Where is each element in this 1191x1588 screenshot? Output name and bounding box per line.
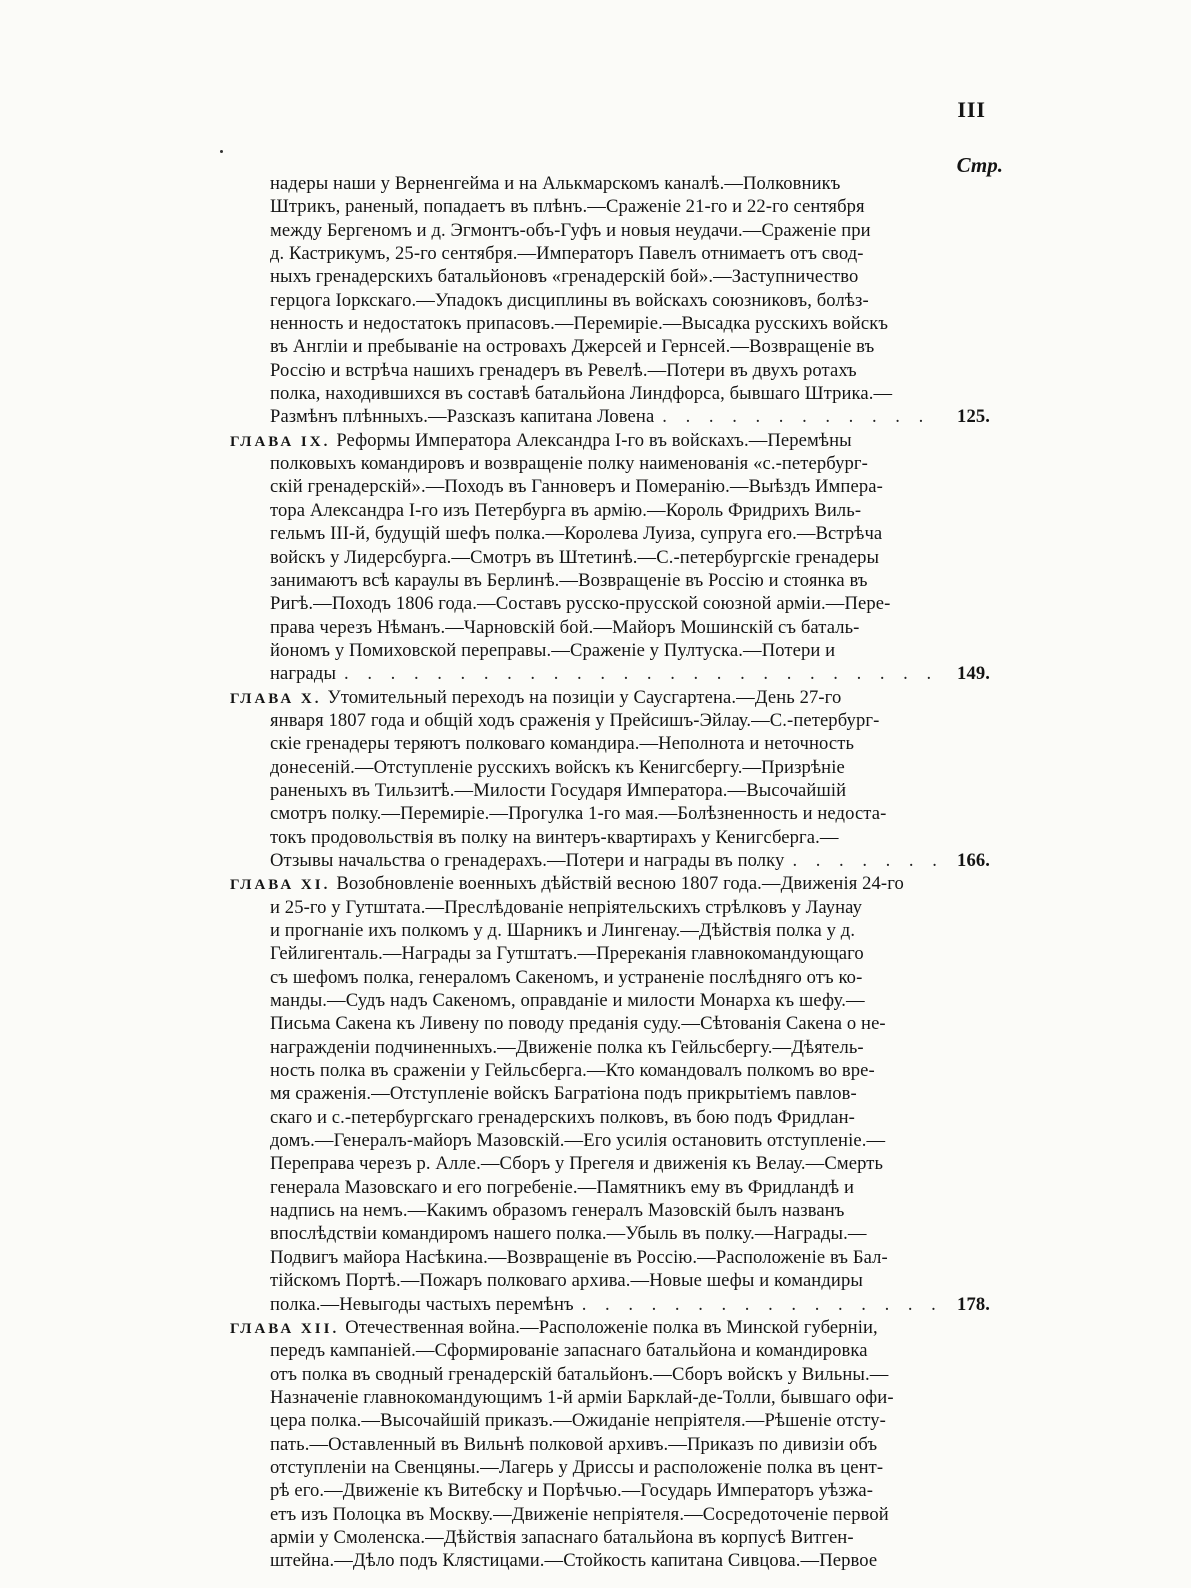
toc-line bbox=[230, 335, 990, 358]
toc-line bbox=[230, 1222, 990, 1245]
toc-line bbox=[230, 289, 990, 312]
line-text: пать.—Оставленный въ Вильнѣ полковой архивъ.—Приказъ по дивизіи объ bbox=[270, 1433, 878, 1455]
toc-line bbox=[230, 195, 990, 218]
page-number: III bbox=[957, 97, 986, 122]
line-text: отступленіи на Свенцяны.—Лагерь у Дриссы и расположеніе полка въ цент- bbox=[270, 1456, 884, 1478]
line-text: Переправа черезъ р. Алле.—Сборъ у Прегеля и движенія къ Велау.—Смерть bbox=[270, 1153, 884, 1175]
toc-line bbox=[230, 1363, 990, 1386]
toc-line bbox=[230, 1386, 990, 1409]
toc-line bbox=[230, 1082, 990, 1105]
line-text: ненность и недостатокъ припасовъ.—Перемиріе.—Высадка русскихъ войскъ bbox=[270, 313, 889, 335]
toc-line bbox=[230, 1503, 990, 1526]
toc-line bbox=[230, 1059, 990, 1082]
toc-line-with-page bbox=[230, 662, 990, 685]
line-text: награжденіи подчиненныхъ.—Движеніе полка къ Гейльсбергу.—Дѣятель- bbox=[270, 1036, 864, 1058]
toc-line bbox=[230, 382, 990, 405]
line-text: надеры наши у Верненгейма и на Алькмарскомъ каналѣ.—Полковникъ bbox=[270, 173, 841, 194]
toc-line bbox=[230, 1152, 990, 1175]
toc-line bbox=[230, 1526, 990, 1549]
toc-line bbox=[230, 452, 990, 475]
toc-line bbox=[230, 686, 990, 709]
line-text: права черезъ Нѣманъ.—Чарновскій бой.—Майоръ Мошинскій съ баталь- bbox=[270, 616, 860, 638]
line-text: тійскомъ Портѣ.—Пожаръ полковаго архива.—Новые шефы и командиры bbox=[270, 1270, 863, 1292]
line-text: Отечественная война.—Расположеніе полка въ Минской губерніи, bbox=[345, 1316, 878, 1338]
toc-entry bbox=[230, 429, 990, 686]
line-text: полка.—Невыгоды частыхъ перемѣнъ bbox=[270, 1293, 574, 1315]
line-text: между Бергеномъ и д. Эгмонтъ-объ-Гуфъ и новыя неудачи.—Сраженіе при bbox=[270, 219, 871, 241]
line-text: Назначеніе главнокомандующимъ 1-й арміи Барклай-де-Толли, бывшаго офи- bbox=[270, 1386, 894, 1408]
toc-line bbox=[230, 1269, 990, 1292]
page-reference: 166. bbox=[957, 849, 990, 871]
toc-line-with-page bbox=[230, 849, 990, 872]
toc-line bbox=[230, 639, 990, 662]
line-text: Штрикъ, раненый, попадаетъ въ плѣнъ.—Сраженіе 21-го и 22-го сентября bbox=[270, 196, 865, 218]
toc-line bbox=[230, 312, 990, 335]
line-text: войскъ у Лидерсбурга.—Смотръ въ Штетинѣ.—С.-петербургскіе гренадеры bbox=[270, 546, 880, 568]
line-text: скій гренадерскій».—Походъ въ Ганноверъ и Померанію.—Выѣздъ Импера- bbox=[270, 476, 883, 498]
toc-line bbox=[230, 709, 990, 732]
chapter-label: ГЛАВА XII. bbox=[230, 1320, 340, 1337]
line-text: Россію и встрѣча нашихъ гренадеръ въ Ревелѣ.—Потери въ двухъ ротахъ bbox=[270, 359, 857, 381]
toc-line bbox=[230, 1316, 990, 1339]
line-text: съ шефомъ полка, генераломъ Сакеномъ, и устраненіе послѣдняго отъ ко- bbox=[270, 966, 863, 988]
toc-line bbox=[230, 802, 990, 825]
line-text: Гейлигенталь.—Награды за Гутштатъ.—Пререканія главнокомандующаго bbox=[270, 943, 864, 965]
page-reference: 125. bbox=[957, 406, 990, 428]
line-text: награды bbox=[270, 663, 337, 685]
line-text: отъ полка въ сводный гренадерскій батальйонъ.—Сборъ войскъ у Вильны.— bbox=[270, 1363, 889, 1385]
toc-line bbox=[230, 1036, 990, 1059]
toc-line bbox=[230, 1339, 990, 1362]
page-reference: 178. bbox=[957, 1293, 990, 1315]
toc-line bbox=[230, 475, 990, 498]
line-text: полка, находившихся въ составѣ батальйона Линдфорса, бывшаго Штрика.— bbox=[270, 383, 893, 405]
line-text: и 25-го у Гутштата.—Преслѣдованіе непріятельскихъ стрѣлковъ у Лаунау bbox=[270, 896, 862, 918]
line-text: цера полка.—Высочайшій приказъ.—Ожиданіе непріятеля.—Рѣшеніе отсту- bbox=[270, 1410, 886, 1432]
line-text: января 1807 года и общій ходъ сраженія у Прейсишъ-Эйлау.—С.-петербург- bbox=[270, 709, 880, 731]
line-text: домъ.—Генералъ-майоръ Мазовскій.—Его усилія остановить отступленіе.— bbox=[270, 1130, 886, 1152]
line-text: Письма Сакена къ Ливену по поводу преданія суду.—Сѣтованія Сакена о не- bbox=[270, 1013, 886, 1035]
line-text: йономъ у Помиховской переправы.—Сраженіе у Пултуска.—Потери и bbox=[270, 639, 836, 661]
line-text: скіе гренадеры теряютъ полковаго командира.—Неполнота и неточность bbox=[270, 733, 855, 755]
toc-line bbox=[230, 429, 990, 452]
toc-line bbox=[230, 872, 990, 895]
toc-line bbox=[230, 1549, 990, 1572]
dot-leader bbox=[344, 662, 936, 685]
toc-line bbox=[230, 896, 990, 919]
toc-line bbox=[230, 522, 990, 545]
toc-entry bbox=[230, 872, 990, 1316]
toc-line bbox=[230, 966, 990, 989]
toc-line bbox=[230, 592, 990, 615]
line-text: мя сраженія.—Отступленіе войскъ Багратіона подъ прикрытіемъ павлов- bbox=[270, 1083, 857, 1105]
line-text: штейна.—Дѣло подъ Клястицами.—Стойкость капитана Сивцова.—Первое bbox=[270, 1550, 878, 1572]
toc-line bbox=[230, 265, 990, 288]
toc-line bbox=[230, 826, 990, 849]
toc-line bbox=[230, 1129, 990, 1152]
dot-leader bbox=[582, 1293, 936, 1316]
chapter-label: ГЛАВА X. bbox=[230, 690, 322, 707]
toc-line bbox=[230, 499, 990, 522]
line-text: д. Кастрикумъ, 25-го сентября.—Императоръ Павелъ отнимаетъ отъ свод- bbox=[270, 243, 864, 265]
line-text: рѣ его.—Движеніе къ Витебску и Порѣчью.—Государь Императоръ уѣзжа- bbox=[270, 1480, 874, 1502]
line-text: надпись на немъ.—Какимъ образомъ генералъ Мазовскій былъ названъ bbox=[270, 1200, 845, 1222]
line-text: Возобновленіе военныхъ дѣйствій весною 1807 года.—Движенія 24-го bbox=[336, 873, 904, 895]
toc-line bbox=[230, 1199, 990, 1222]
line-text: ность полка въ сраженіи у Гейльсберга.—Кто командовалъ полкомъ во вре- bbox=[270, 1060, 875, 1082]
toc-entry bbox=[230, 686, 990, 873]
line-text: Утомительный переходъ на позиціи у Саусгартена.—День 27-го bbox=[327, 686, 842, 708]
line-text: раненыхъ въ Тильзитѣ.—Милости Государя Императора.—Высочайшій bbox=[270, 779, 847, 801]
toc-line-with-page bbox=[230, 405, 990, 428]
line-text: етъ изъ Полоцка въ Москву.—Движеніе непріятеля.—Сосредоточеніе первой bbox=[270, 1503, 889, 1525]
line-text: Реформы Императора Александра І-го въ войскахъ.—Перемѣны bbox=[336, 429, 852, 451]
line-text: впослѣдствіи командиромъ нашего полка.—Убыль въ полку.—Награды.— bbox=[270, 1223, 867, 1245]
line-text: полковыхъ командировъ и возвращеніе полку наименованія «с.-петербург- bbox=[270, 453, 868, 475]
toc-line bbox=[230, 1433, 990, 1456]
line-text: Отзывы начальства о гренадерахъ.—Потери и награды въ полку bbox=[270, 849, 785, 871]
line-text: занимаютъ всѣ караулы въ Берлинѣ.—Возвращеніе въ Россію и стоянка въ bbox=[270, 569, 868, 591]
page-column-heading: Стр. bbox=[956, 153, 1003, 177]
line-text: манды.—Судъ надъ Сакеномъ, оправданіе и милости Монарха къ шефу.— bbox=[270, 990, 865, 1012]
toc-line bbox=[230, 989, 990, 1012]
toc-line bbox=[230, 1176, 990, 1199]
toc-line bbox=[230, 732, 990, 755]
toc-line bbox=[230, 942, 990, 965]
line-text: герцога Іоркскаго.—Упадокъ дисциплины въ войскахъ союзниковъ, болѣз- bbox=[270, 289, 869, 311]
toc-line bbox=[230, 1479, 990, 1502]
dot-leader bbox=[792, 849, 936, 872]
toc-line bbox=[230, 779, 990, 802]
line-text: и прогнаніе ихъ полкомъ у д. Шарникъ и Лингенау.—Дѣйствія полка у д. bbox=[270, 920, 856, 941]
toc-line bbox=[230, 219, 990, 242]
toc-line bbox=[230, 359, 990, 382]
line-text: Подвигъ майора Насѣкина.—Возвращеніе въ Россію.—Расположеніе въ Бал- bbox=[270, 1246, 888, 1268]
toc-line bbox=[230, 242, 990, 265]
line-text: тора Александра І-го изъ Петербурга въ армію.—Король Фридрихъ Виль- bbox=[270, 499, 862, 521]
toc-line bbox=[230, 1456, 990, 1479]
line-text: генерала Мазовскаго и его погребеніе.—Памятникъ ему въ Фридландѣ и bbox=[270, 1176, 855, 1198]
toc-line bbox=[230, 546, 990, 569]
toc-line bbox=[230, 1246, 990, 1269]
toc-line bbox=[230, 616, 990, 639]
line-text: ныхъ гренадерскихъ батальйоновъ «гренадерскій бой».—Заступничество bbox=[270, 266, 859, 288]
dot-leader bbox=[662, 405, 936, 428]
print-speck bbox=[220, 150, 223, 153]
table-of-contents bbox=[230, 172, 990, 1573]
line-text: арміи у Смоленска.—Дѣйствія запаснаго батальйона въ корпусѣ Витген- bbox=[270, 1526, 854, 1548]
toc-line bbox=[230, 1106, 990, 1129]
toc-entry bbox=[230, 172, 990, 429]
line-text: Размѣнъ плѣнныхъ.—Разсказъ капитана Ловена bbox=[270, 406, 655, 428]
toc-line bbox=[230, 919, 990, 942]
toc-line bbox=[230, 1012, 990, 1035]
line-text: Ригѣ.—Походъ 1806 года.—Составъ русско-прусской союзной арміи.—Пере- bbox=[270, 593, 891, 615]
toc-line bbox=[230, 172, 990, 195]
line-text: токъ продовольствія въ полку на винтеръ-квартирахъ у Кенигсберга.— bbox=[270, 826, 839, 848]
line-text: въ Англіи и пребываніе на островахъ Джерсей и Гернсей.—Возвращеніе въ bbox=[270, 336, 875, 358]
line-text: передъ кампаніей.—Сформированіе запаснаго батальйона и командировка bbox=[270, 1340, 868, 1362]
toc-line bbox=[230, 756, 990, 779]
chapter-label: ГЛАВА XI. bbox=[230, 877, 331, 894]
line-text: донесеній.—Отступленіе русскихъ войскъ къ Кенигсбергу.—Призрѣніе bbox=[270, 756, 845, 778]
toc-line bbox=[230, 1409, 990, 1432]
page-reference: 149. bbox=[957, 663, 990, 685]
chapter-label: ГЛАВА IX. bbox=[230, 433, 331, 450]
toc-line bbox=[230, 569, 990, 592]
line-text: смотръ полку.—Перемиріе.—Прогулка 1-го мая.—Болѣзненность и недоста- bbox=[270, 803, 887, 825]
toc-entry bbox=[230, 1316, 990, 1573]
toc-line-with-page bbox=[230, 1293, 990, 1316]
line-text: скаго и с.-петербургскаго гренадерскихъ полковъ, въ бою подъ Фридлан- bbox=[270, 1106, 855, 1128]
line-text: гельмъ III-й, будущій шефъ полка.—Королева Луиза, супруга его.—Встрѣча bbox=[270, 523, 883, 545]
